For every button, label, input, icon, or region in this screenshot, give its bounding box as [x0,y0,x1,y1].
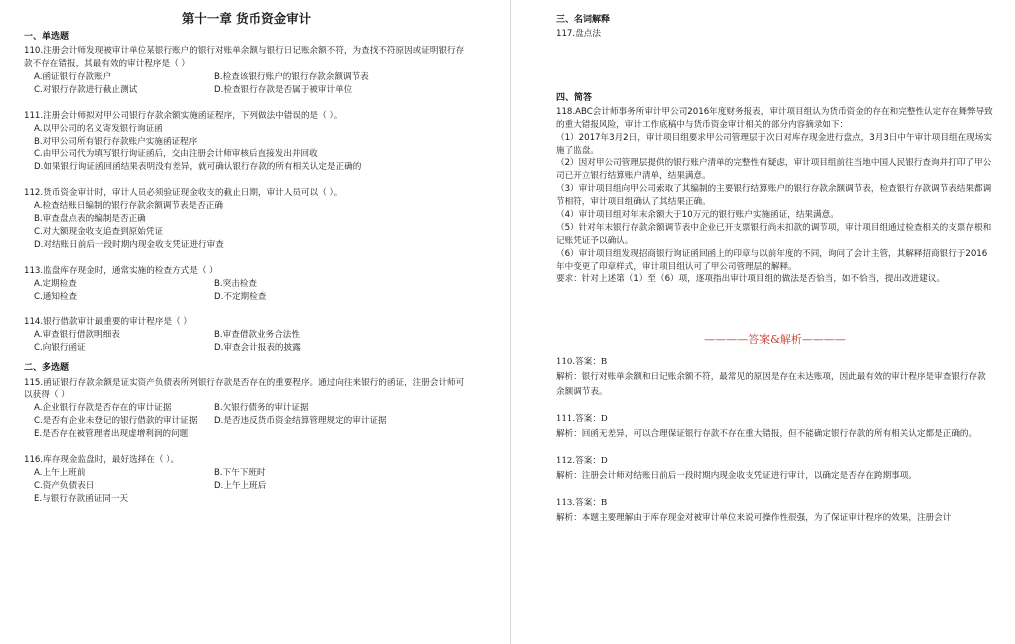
question-116 [24,454,469,506]
options [34,278,469,304]
option-c: C.对银行存款进行截止测试 [34,84,138,95]
q118-item-4: （4）审计项目组对年末余额大于10万元的银行账户实施函证，结果满意。 [556,210,839,221]
question-111 [24,110,469,174]
question-stem: 110.注册会计师发现被审计单位某银行账户的银行对账单余额与银行日记账余额不符，为查找不符原因或证明银行存款不存在错报，其最有效的审计程序是（ ） [24,46,465,70]
option-b: B.对甲公司所有银行存款账户实施函证程序 [34,136,198,147]
question-stem: 111.注册会计师拟对甲公司银行存款余额实施函证程序，下列做法中错误的是（ ）。 [24,110,343,121]
option-a: A.审查银行借款明细表 [34,330,120,341]
option-b: B.欠银行债务的审计证据 [214,403,309,414]
option-d: D.如果银行询证函回函结果表明没有差异，就可确认银行存款的所有相关认定是正确的 [34,162,362,173]
option-c: C.对大额现金收支追查到原始凭证 [34,226,164,237]
options [34,200,469,252]
options [34,402,469,441]
q118-requirement: 要求：针对上述第（1）至（6）项，逐项指出审计项目组的做法是否恰当，如不恰当，提出改进建议。 [556,274,946,285]
question-stem: 112.货币资金审计时，审计人员必须验证现金收支的截止日期，审计人员可以（ ）。 [24,188,343,199]
answer-explanation: 解析：回函无差异，可以合理保证银行存款不存在重大错报，但不能确定银行存款的所有相关认定都是正确的。 [556,428,978,439]
q118-item-1: （1）2017年3月2日，审计项目组要求甲公司管理层于次日对库存现金进行盘点，3月3日中午审计项目组在现场实施了监盘。 [556,132,992,156]
option-e: E.是否存在被管理者出现虚增利润的问题 [34,429,189,440]
option-a: A.企业银行存款是否存在的审计证据 [34,403,172,414]
answer-label: 113.答案：B [556,498,608,509]
question-112 [24,187,469,251]
q118-item-5: （5）针对年末银行存款余额调节表中企业已开支票银行尚未扣款的调节项，审计项目组通过检查相关的支票存根和记账凭证予以确认。 [556,222,992,246]
option-c: C.向银行函证 [34,343,86,354]
option-c: C.资产负债表日 [34,480,95,491]
option-b: B.审查盘点表的编制是否正确 [34,214,146,225]
question-115 [24,377,469,441]
q118-intro: 118.ABC会计师事务所审计甲公司2016年度财务报表，审计项目组认为货币资金的存在和完整性认定存在舞弊导致的重大错报风险，审计工作底稿中与货币资金审计相关的部分内容摘录如下： [556,106,993,130]
options [34,123,469,175]
option-d: D.对结账日前后一段时期内现金收支凭证进行审查 [34,239,224,250]
q118-item-6: （6）审计项目组发现招商银行询证函回函上的印章与以前年度的不同，询问了会计主管，其解释招商银行于2016年中变更了印章样式，审计项目组认可了甲公司管理层的解释。 [556,248,988,272]
option-b: B.检查该银行账户的银行存款余额调节表 [214,72,369,83]
option-a: A.函证银行存款账户 [34,72,112,83]
question-stem: 113.监盘库存现金时，通常实施的检查方式是（ ） [24,265,218,276]
question-118 [556,106,994,286]
option-d: D.上午上班后 [214,480,267,491]
options [34,467,469,506]
option-d: D.审查会计报表的披露 [214,343,301,354]
question-117: 117.盘点法 [556,28,601,39]
chapter-title: 第十一章 货币资金审计 [181,11,312,26]
option-d: D.是否违反货币资金结算管理规定的审计证据 [214,416,387,427]
answer-label: 110.答案：B [556,356,608,367]
section-single-choice: 一、单选题 [24,31,70,42]
question-stem: 116.库存现金监盘时，最好选择在（ ）。 [24,455,180,466]
answer-explanation: 解析：注册会计师对结账日前后一段时期内现金收支凭证进行审计，以确定是否存在跨期事项。 [556,471,917,482]
question-110 [24,45,469,97]
option-c: C.通知检查 [34,291,78,302]
column-divider [510,0,511,644]
option-d: D.不定期检查 [214,291,267,302]
answer-label: 112.答案：D [556,456,608,467]
q118-item-3: （3）审计项目组向甲公司索取了其编制的主要银行结算账户的银行存款余额调节表，检查银行存款调节表结果都调节相符，审计项目组确认了其结果正确。 [556,184,992,208]
question-113 [24,265,469,304]
answer-list [556,355,994,526]
option-b: B.审查借款业务合法性 [214,330,300,341]
answer-explanation: 解析：本题主要理解由于库存现金对被审计单位来说可操作性很强，为了保证审计程序的效果，注册会计 [556,513,952,524]
option-c: C.是否有企业未登记的银行借款的审计证据 [34,416,198,427]
option-a: A.检查结账日编制的银行存款余额调节表是否正确 [34,201,223,212]
left-column [24,10,469,506]
option-b: B.下午下班时 [214,467,266,478]
section-term-explanation: 三、名词解释 [556,15,611,25]
options [34,329,469,355]
option-a: A.定期检查 [34,278,77,289]
option-a: A.上午上班前 [34,467,86,478]
option-c: C.由甲公司代为填写银行询证函后，交由注册会计师审核后直接发出并回收 [34,149,318,160]
question-stem: 115.函证银行存款余额是证实资产负债表所列银行存款是否存在的重要程序。通过向往来银行的函证，注册会计师可以获得（ ） [24,377,465,401]
right-column [556,14,994,526]
answer-section-header: ————答案&解析———— [704,333,846,347]
section-short-answer: 四、简答 [556,93,593,104]
option-e: E.与银行存款函证同一天 [34,493,129,504]
option-a: A.以甲公司的名义寄发银行询证函 [34,123,163,134]
q118-item-2: （2）因对甲公司管理层提供的银行账户清单的完整性有疑虑，审计项目组前往当地中国人民银行查询并打印了甲公司已开立银行结算账户清单，结果满意。 [556,158,992,182]
option-d: D.检查银行存款是否属于被审计单位 [214,84,353,95]
option-b: B.突击检查 [214,278,258,289]
options [34,71,469,97]
answer-label: 111.答案：D [556,413,608,424]
question-stem: 114.银行借款审计最重要的审计程序是（ ） [24,317,192,328]
answer-explanation: 解析：银行对账单余额和日记账余额不符，最常见的原因是存在未达账项，因此最有效的审计程序是审查银行存款余额调节表。 [556,371,986,397]
section-multiple-choice: 二、多选题 [24,363,70,374]
question-114 [24,316,469,355]
